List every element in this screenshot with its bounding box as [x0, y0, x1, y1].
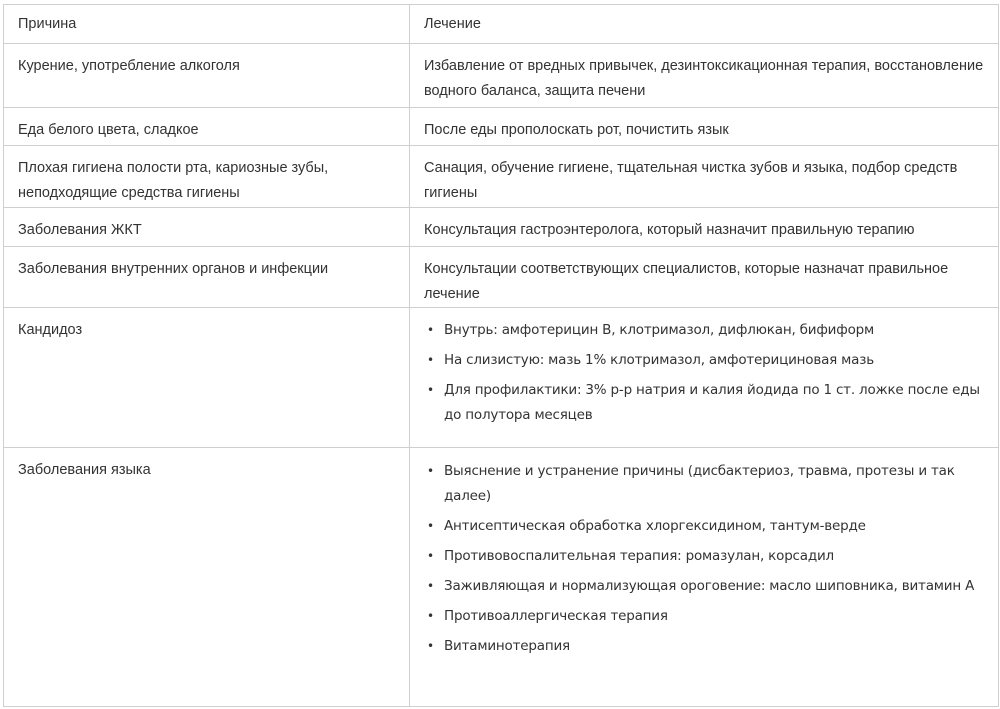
list-item-text: На слизистую: мазь 1% клотримазол, амфотерициновая мазь [444, 352, 874, 368]
treatment-cell: Санация, обучение гигиене, тщательная чистка зубов и языка, подбор средств гигиены [410, 146, 999, 208]
list-item [427, 348, 984, 373]
treatment-list [424, 459, 984, 659]
list-item-text: Противовоспалительная терапия: ромазулан, корсадил [444, 548, 834, 564]
table-row [4, 208, 999, 247]
cause-cell: Заболевания языка [4, 448, 410, 707]
list-item-text: Выяснение и устранение причины (дисбактериоз, травма, протезы и так далее) [444, 463, 955, 504]
treatment-cell: После еды прополоскать рот, почистить язык [410, 108, 999, 146]
cause-treatment-table [3, 4, 999, 707]
list-item-text: Противоаллергическая терапия [444, 608, 668, 624]
cause-cell: Еда белого цвета, сладкое [4, 108, 410, 146]
bullet-icon: • [427, 579, 434, 593]
table-header-row [4, 5, 999, 44]
bullet-icon: • [427, 609, 434, 623]
treatment-list-cell [410, 308, 999, 448]
cause-cell: Курение, употребление алкоголя [4, 44, 410, 108]
bullet-icon: • [427, 464, 434, 478]
list-item [427, 574, 984, 599]
table-row [4, 247, 999, 308]
table-row [4, 448, 999, 707]
treatment-cell: Консультация гастроэнтеролога, который назначит правильную терапию [410, 208, 999, 247]
bullet-icon: • [427, 383, 434, 397]
list-item-text: Внутрь: амфотерицин В, клотримазол, дифлюкан, бифиформ [444, 322, 875, 338]
list-item [427, 634, 984, 659]
bullet-icon: • [427, 323, 434, 337]
table-row [4, 146, 999, 208]
bullet-icon: • [427, 353, 434, 367]
bullet-icon: • [427, 549, 434, 563]
list-item-text: Антисептическая обработка хлоргексидином, тантум-верде [444, 518, 866, 534]
treatment-cell: Избавление от вредных привычек, дезинтоксикационная терапия, восстановление водного баланса, защита печени [410, 44, 999, 108]
header-treatment: Лечение [410, 5, 999, 44]
table-row [4, 308, 999, 448]
treatment-list-cell [410, 448, 999, 707]
cause-cell: Плохая гигиена полости рта, кариозные зубы, неподходящие средства гигиены [4, 146, 410, 208]
cause-cell: Заболевания внутренних органов и инфекции [4, 247, 410, 308]
cause-cell: Заболевания ЖКТ [4, 208, 410, 247]
list-item [427, 378, 984, 428]
list-item [427, 604, 984, 629]
list-item [427, 544, 984, 569]
list-item [427, 459, 984, 509]
table-row [4, 44, 999, 108]
list-item-text: Для профилактики: 3% р-р натрия и калия йодида по 1 ст. ложке после еды до полутора месяцев [444, 382, 980, 423]
header-cause: Причина [4, 5, 410, 44]
treatment-cell: Консультации соответствующих специалистов, которые назначат правильное лечение [410, 247, 999, 308]
bullet-icon: • [427, 519, 434, 533]
table-row [4, 108, 999, 146]
cause-cell: Кандидоз [4, 308, 410, 448]
treatment-list [424, 318, 984, 428]
bullet-icon: • [427, 639, 434, 653]
list-item [427, 514, 984, 539]
list-item-text: Витаминотерапия [444, 638, 570, 654]
list-item [427, 318, 984, 343]
list-item-text: Заживляющая и нормализующая ороговение: масло шиповника, витамин А [444, 578, 975, 594]
